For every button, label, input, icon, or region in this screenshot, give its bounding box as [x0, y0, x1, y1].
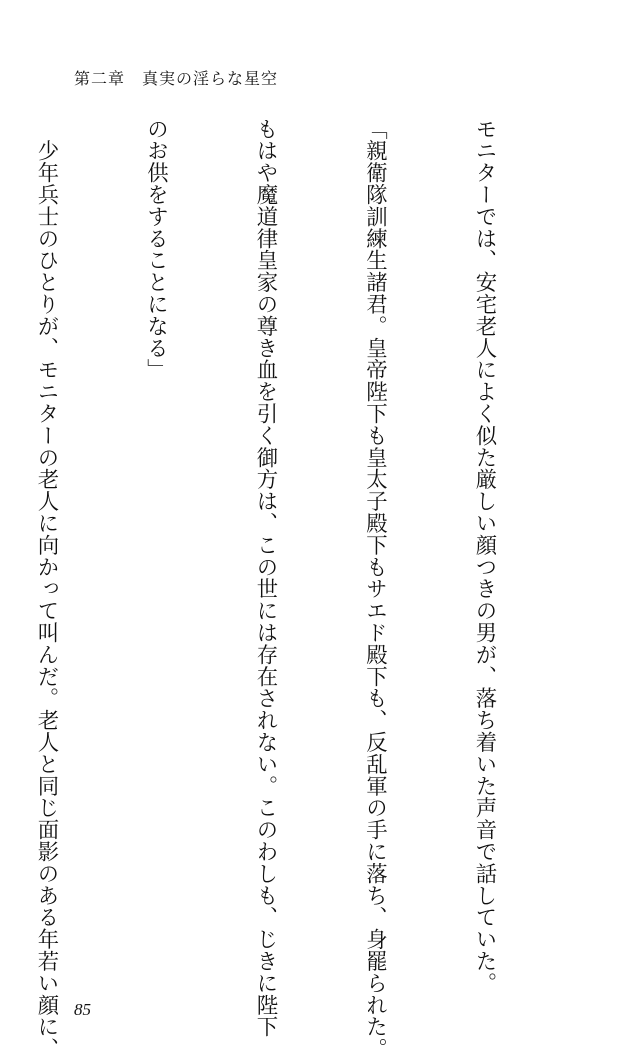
- running-head: 第二章 真実の淫らな星空: [74, 69, 279, 88]
- text-line: モニターでは、安宅老人によく似た厳しい顔つきの男が、落ち着いた声音で話していた。: [472, 118, 497, 994]
- page-number: 85: [74, 1000, 91, 1019]
- text-line: のお供をすることになる」: [143, 118, 169, 381]
- text-line: 少年兵士のひとりが、モニターの老人に向かって叫んだ。老人と同じ面影のある年若い顔に、: [34, 118, 59, 1060]
- text-line: もはや魔道律皇家の尊き血を引く御方は、この世には存在されない。このわしも、じきに陛下: [253, 118, 278, 1038]
- text-line: 「親衛隊訓練生諸君。皇帝陛下も皇太子殿下もサエド殿下も、反乱軍の手に落ち、身罷られた。: [362, 118, 388, 1060]
